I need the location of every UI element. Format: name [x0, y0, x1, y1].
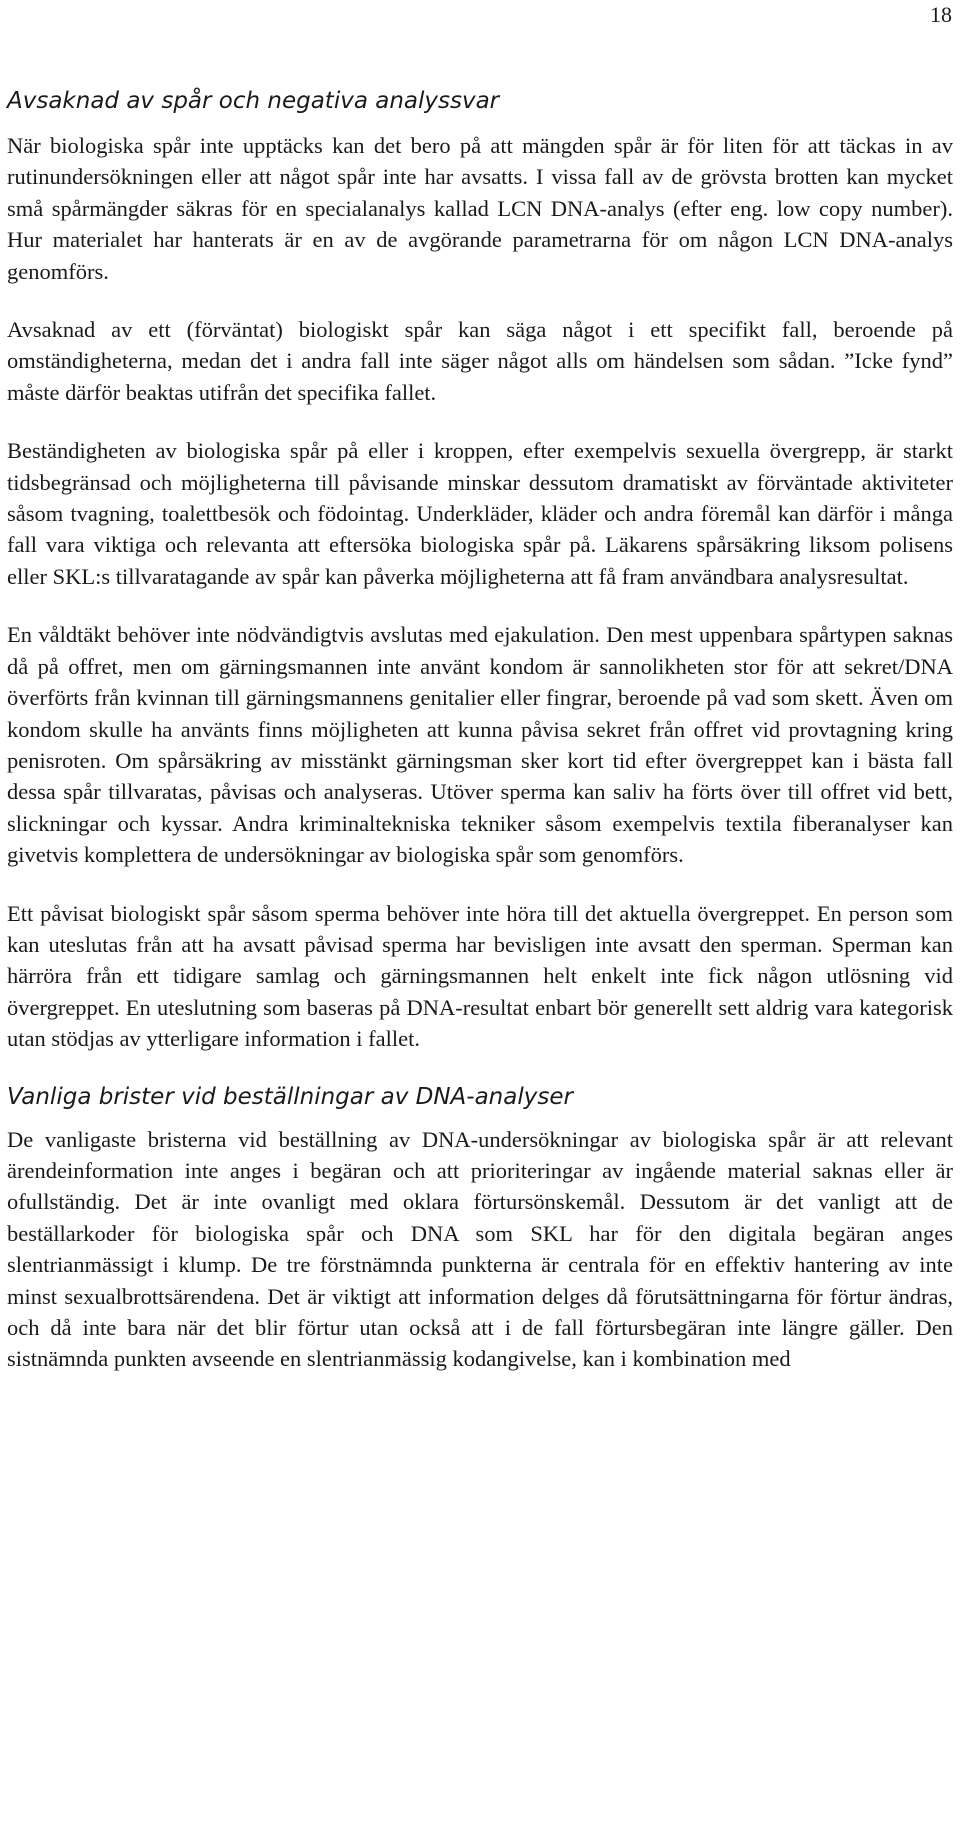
paragraph: De vanligaste bristerna vid beställning av DNA-undersökningar av biologiska spår är att relevant ärendeinformation inte anges i begäran och att prioriteringar av ingående material saknas eller är ofullständig. Det är inte ovanligt med oklara förtursönskemål. Dessutom är det vanligt att de beställarkoder för biologiska spår och DNA som SKL har för den digitala begäran anges slentrianmässigt i klump. De tre förstnämnda punkterna är centrala för en effektiv hantering av inte minst sexualbrottsärendena. Det är viktigt att information delges då förutsättningarna för förtur ändras, och då inte bara när det blir förtur utan också att i de fall förtursbegäran inte längre gäller. Den sistnämnda punkten avseende en slentrianmässig kodangivelse, kan i kombination med — [7, 1126, 953, 1372]
section-common-ordering-errors — [7, 1082, 953, 1375]
section-heading: Vanliga brister vid beställningar av DNA-analyser — [7, 1083, 573, 1110]
page-number: 18 — [930, 2, 952, 27]
paragraph: Beständigheten av biologiska spår på eller i kroppen, efter exempelvis sexuella övergrepp, är starkt tidsbegränsad och möjligheterna till påvisande minskar dessutom dramatiskt av förväntade aktiviteter såsom tvagning, toalettbesök och födointag. Underkläder, kläder och andra föremål kan därför i många fall vara viktiga och relevanta att eftersöka biologiska spår på. Läkarens spårsäkring liksom polisens eller SKL:s tillvaratagande av spår kan påverka möjligheterna att få fram användbara analysresultat. — [7, 438, 953, 589]
paragraph: En våldtäkt behöver inte nödvändigtvis avslutas med ejakulation. Den mest uppenbara spårtypen saknas då på offret, men om gärningsmannen inte använt kondom är sannolikheten stor för att sekret/DNA överförts från kvinnan till gärningsmannens genitalier eller fingrar, beroende på vad som skett. Även om kondom skulle ha använts finns möjligheten att kunna påvisa sekret från offret vid provtagning kring penisroten. Om spårsäkring av misstänkt gärningsman sker kort tid efter övergreppet kan i bästa fall dessa spår tillvaratas, påvisas och analyseras. Utöver sperma kan saliv ha förts över till offret vid bett, slickningar och kyssar. Andra kriminaltekniska tekniker såsom exempelvis textila fiberanalyser kan givetvis komplettera de undersökningar av biologiska spår som genomförs. — [7, 622, 953, 868]
paragraph: Ett påvisat biologiskt spår såsom sperma behöver inte höra till det aktuella övergreppet. En person som kan uteslutas från att ha avsatt påvisad sperma har bevisligen inte avsatt den sperman. Sperman kan härröra från ett tidigare samlag och gärningsmannen helt enkelt inte fick någon utlösning vid övergreppet. En uteslutning som baseras på DNA-resultat enbart bör generellt sett aldrig vara kategorisk utan stödjas av ytterligare information i fallet. — [7, 900, 953, 1052]
section-missing-traces — [7, 86, 953, 1055]
paragraph: När biologiska spår inte upptäcks kan det bero på att mängden spår är för liten för att täckas in av rutinundersökningen eller att något spår inte har avsatts. I vissa fall av de grövsta brotten kan mycket små spårmängder säkras för en specialanalys kallad LCN DNA-analys (efter eng. low copy number). Hur materialet har hanterats är en av de avgörande parametrarna för om någon LCN DNA-analys genomförs. — [7, 133, 953, 284]
section-heading: Avsaknad av spår och negativa analyssvar — [7, 88, 500, 114]
paragraph: Avsaknad av ett (förväntat) biologiskt spår kan säga något i ett specifikt fall, beroende på omständigheterna, medan det i andra fall inte säger något alls om händelsen som sådan. ”Icke fynd” måste därför beaktas utifrån det specifika fallet. — [7, 317, 953, 405]
page-content — [7, 86, 953, 1402]
